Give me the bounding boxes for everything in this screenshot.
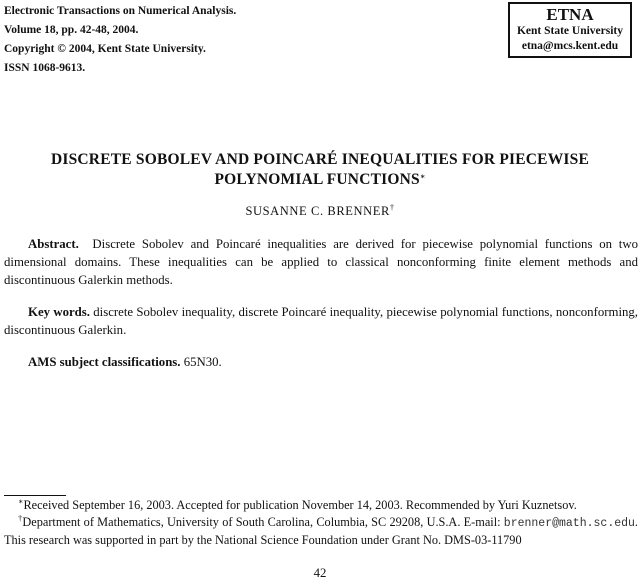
- abstract-text: Discrete Sobolev and Poincaré inequalities are derived for piecewise polynomial functions on two dimensional domains. These inequalities can be applied to classical nonconforming finite element methods and discontinuous Galerkin methods.: [4, 237, 639, 287]
- footnote-affiliation: [4, 514, 638, 549]
- footnote-received-text: Received September 16, 2003. Accepted for publication November 14, 2003. Recommended by Yuri Kuznetsov.: [23, 498, 577, 512]
- etna-box: [508, 2, 632, 58]
- footnote-mark-received: ∗: [18, 497, 24, 506]
- journal-name: Electronic Transactions on Numerical Analysis.: [4, 5, 237, 17]
- footnote-support-text: . This research was supported in part by the National Science Foundation under Grant No. DMS-03-11790: [4, 515, 638, 547]
- etna-email: etna@mcs.kent.edu: [521, 40, 619, 52]
- ams-label: AMS subject classifications.: [28, 355, 181, 369]
- author-name: SUSANNE C. BRENNER: [245, 204, 390, 218]
- footnote-affiliation-text: Department of Mathematics, University of South Carolina, Columbia, SC 29208, U.S.A. E-mail:: [22, 515, 501, 529]
- paper-title-line1: DISCRETE SOBOLEV AND POINCARÉ INEQUALITIES FOR PIECEWISE: [50, 151, 590, 168]
- title-footnote-mark: ∗: [419, 172, 426, 181]
- footnote-divider: [4, 495, 66, 496]
- etna-title: ETNA: [546, 5, 594, 24]
- ams-classification: [4, 353, 638, 371]
- keywords: [4, 303, 638, 339]
- footnote-received: [4, 497, 638, 514]
- abstract: [4, 235, 638, 289]
- etna-university: Kent State University: [516, 25, 624, 37]
- journal-volume: Volume 18, pp. 42-48, 2004.: [4, 24, 139, 36]
- ams-text: 65N30.: [183, 355, 222, 369]
- paper-title: [0, 150, 640, 190]
- footnote-mark-affiliation: †: [18, 514, 23, 523]
- author-line: [0, 204, 640, 219]
- paper-title-line2: POLYNOMIAL FUNCTIONS: [214, 171, 420, 188]
- keywords-label: Key words.: [28, 305, 90, 319]
- page-number: 42: [313, 566, 327, 580]
- journal-copyright: Copyright © 2004, Kent State University.: [4, 43, 206, 55]
- author-footnote-mark: †: [389, 203, 395, 212]
- author-email-link[interactable]: brenner@math.sc.edu: [503, 517, 635, 530]
- keywords-text: discrete Sobolev inequality, discrete Poincaré inequality, piecewise polynomial functions, nonconforming, discontinuous Galerkin.: [4, 305, 639, 337]
- abstract-label: Abstract.: [28, 237, 79, 251]
- journal-header: [4, 2, 236, 78]
- journal-issn: ISSN 1068-9613.: [4, 62, 86, 74]
